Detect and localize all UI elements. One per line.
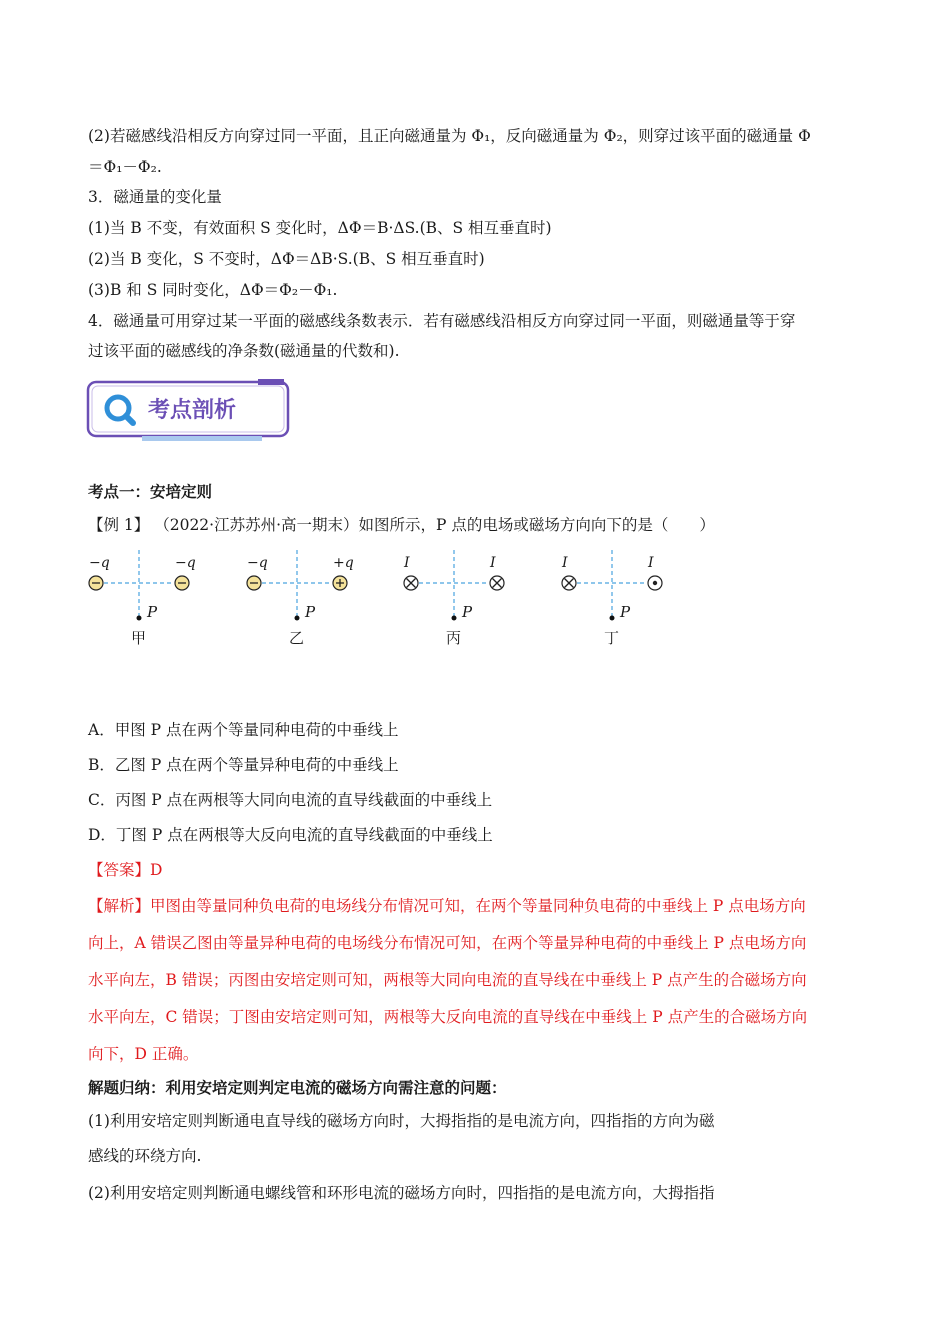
panel-2-point-p	[295, 616, 300, 621]
panel-1-point-p	[137, 616, 142, 621]
panel-3-point-label: P	[462, 603, 473, 621]
panel-1-right-label: −q	[175, 555, 196, 571]
summary-line-2: 感线的环绕方向.	[88, 1147, 202, 1165]
panel-2-left-source	[247, 576, 261, 590]
panel-4-left-source	[562, 576, 576, 590]
summary-line-3: (2)利用安培定则判断通电螺线管和环形电流的磁场方向时，四指指的是电流方向，大拇指指	[88, 1184, 715, 1202]
text-line-7: 4．磁通量可用穿过某一平面的磁感线条数表示．若有磁感线沿相反方向穿过同一平面，则磁通量等于穿	[88, 312, 796, 330]
panel-4-caption: 丁	[604, 629, 620, 647]
heading-flux-change: 3．磁通量的变化量	[88, 188, 222, 206]
panel-3-left-source	[404, 576, 418, 590]
text-line-1: (2)若磁感线沿相反方向穿过同一平面，且正向磁通量为 Φ₁，反向磁通量为 Φ₂，则穿过该平面的磁通量 Φ	[88, 127, 811, 145]
option-b: B．乙图 P 点在两个等量异种电荷的中垂线上	[88, 756, 399, 774]
answer: 【答案】D	[88, 861, 163, 879]
panel-3-point-p	[452, 616, 457, 621]
section-title: 考点一：安培定则	[88, 482, 213, 501]
panel-4-left-label: I	[562, 555, 568, 571]
panel-4-point-label: P	[620, 603, 631, 621]
summary-line-1: (1)利用安培定则判断通电直导线的磁场方向时，大拇指指的是电流方向，四指指的方向为磁	[88, 1112, 715, 1130]
option-a: A．甲图 P 点在两个等量同种电荷的中垂线上	[88, 721, 399, 739]
panel-1-left-source	[89, 576, 103, 590]
panel-4-right-source	[648, 576, 662, 590]
section-banner	[86, 378, 292, 444]
option-d: D．丁图 P 点在两根等大反向电流的直导线截面的中垂线上	[88, 826, 493, 844]
panel-4-right-label: I	[648, 555, 654, 571]
banner-title: 考点剖析	[148, 397, 237, 422]
analysis-line-5: 向下，D 正确。	[88, 1045, 199, 1063]
analysis-line-2: 向上，A 错误乙图由等量异种电荷的电场线分布情况可知，在两个等量异种电荷的中垂线上 P 点电场方向	[88, 934, 807, 952]
text-line-8: 过该平面的磁感线的净条数(磁通量的代数和).	[88, 342, 400, 360]
summary-title: 解题归纳：利用安培定则判定电流的磁场方向需注意的问题：	[88, 1078, 507, 1097]
panel-2-point-label: P	[305, 603, 316, 621]
question-text: 【例 1】 （2022·江苏苏州·高一期末）如图所示，P 点的电场或磁场方向向下的是（ ）	[88, 516, 715, 534]
panel-2-left-label: −q	[247, 555, 268, 571]
panel-1-right-source	[175, 576, 189, 590]
physics-figure	[80, 548, 700, 658]
text-line-6: (3)B 和 S 同时变化，ΔΦ＝Φ₂－Φ₁.	[88, 281, 338, 299]
panel-3-left-label: I	[404, 555, 410, 571]
analysis-line-1: 【解析】甲图由等量同种负电荷的电场线分布情况可知，在两个等量同种负电荷的中垂线上 P 点电场方向	[88, 897, 806, 915]
panel-4-point-p	[610, 616, 615, 621]
analysis-line-3: 水平向左，B 错误；丙图由安培定则可知，两根等大同向电流的直导线在中垂线上 P 点产生的合磁场方向	[88, 971, 807, 989]
panel-2-right-label: +q	[333, 555, 354, 571]
panel-3-right-source	[490, 576, 504, 590]
text-line-5: (2)当 B 变化，S 不变时，ΔΦ＝ΔB·S.(B、S 相互垂直时)	[88, 250, 485, 268]
panel-2-right-source	[333, 576, 347, 590]
option-c: C．丙图 P 点在两根等大同向电流的直导线截面的中垂线上	[88, 791, 493, 809]
panel-1-caption: 甲	[131, 629, 147, 647]
panel-3-caption: 丙	[446, 629, 462, 647]
panel-1-left-label: −q	[89, 555, 110, 571]
panel-3-right-label: I	[490, 555, 496, 571]
panel-1-point-label: P	[147, 603, 158, 621]
text-line-4: (1)当 B 不变，有效面积 S 变化时，ΔΦ＝B·ΔS.(B、S 相互垂直时)	[88, 219, 552, 237]
text-line-2: ＝Φ₁－Φ₂.	[88, 158, 162, 176]
panel-2-caption: 乙	[289, 629, 305, 647]
analysis-line-4: 水平向左，C 错误；丁图由安培定则可知，两根等大反向电流的直导线在中垂线上 P 点产生的合磁场方向	[88, 1008, 808, 1026]
